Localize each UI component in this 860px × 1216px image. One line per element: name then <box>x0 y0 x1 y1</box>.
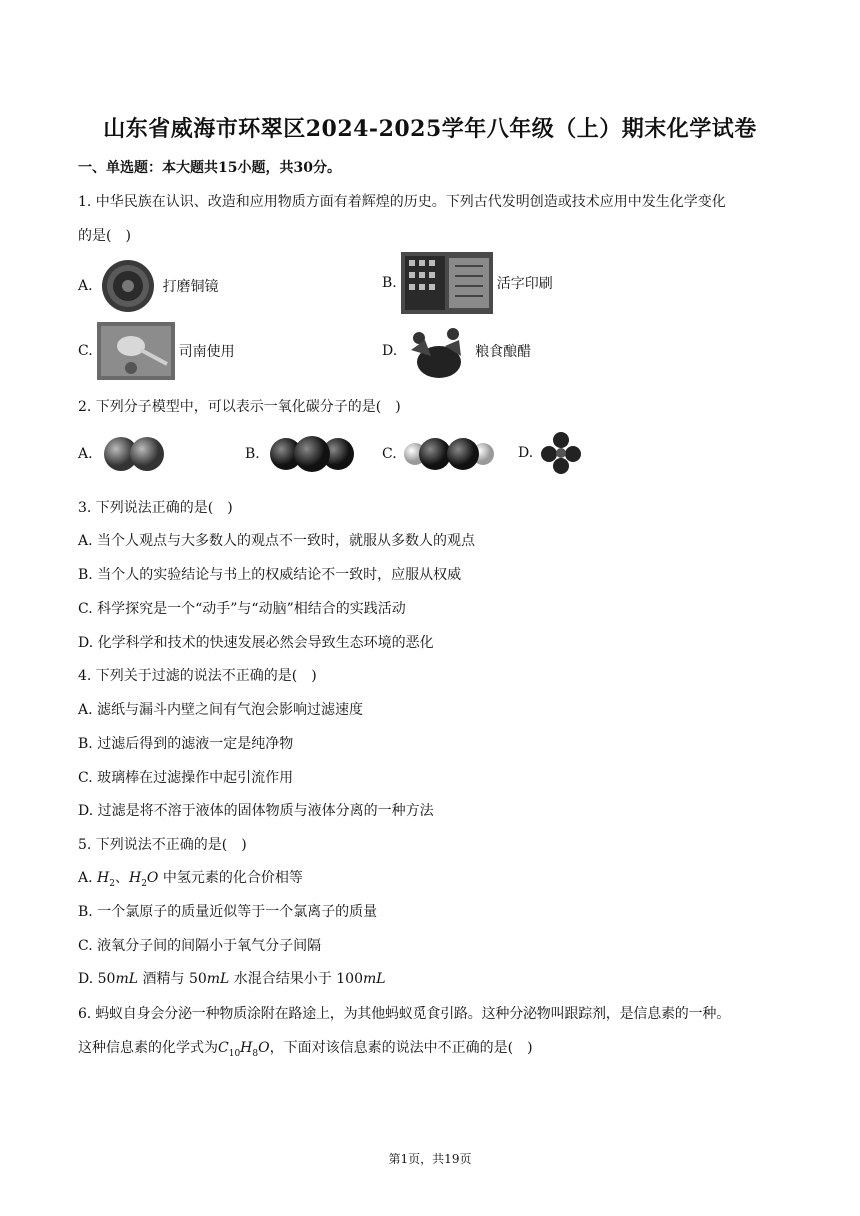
option-text: 司南使用 <box>178 344 235 360</box>
q5-option-c[interactable]: C. 液氧分子间的间隔小于氧气分子间隔 <box>78 938 322 954</box>
q3-option-a[interactable]: A. 当个人观点与大多数人的观点不一致时，就服从多数人的观点 <box>78 533 476 549</box>
compass-spoon-image <box>97 322 175 380</box>
option-letter: D. <box>382 343 398 359</box>
option-letter: C. <box>382 446 397 462</box>
q6-stem-line2: 这种信息素的化学式为$C_{10}H_8O$，下面对该信息素的说法中不正确的是( ) <box>78 1040 533 1059</box>
q5-option-b[interactable]: B. 一个氯原子的质量近似等于一个氯离子的质量 <box>78 904 378 920</box>
molecule-model-a-icon <box>97 434 173 474</box>
q2-option-a[interactable] <box>78 434 173 474</box>
q1-option-d[interactable] <box>382 322 531 380</box>
q2-option-c[interactable] <box>382 434 497 474</box>
q4-option-a[interactable]: A. 滤纸与漏斗内壁之间有气泡会影响过滤速度 <box>78 702 364 718</box>
q4-stem: 4. 下列关于过滤的说法不正确的是( ) <box>78 668 317 684</box>
q2-option-b[interactable] <box>245 434 360 474</box>
exam-title: 山东省威海市环翠区2024-2025学年八年级（上）期末化学试卷 <box>103 116 757 142</box>
q3-option-c[interactable]: C. 科学探究是一个“动手”与“动脑”相结合的实践活动 <box>78 601 406 617</box>
option-letter: B. <box>382 275 397 291</box>
q5-option-d[interactable]: D. 50mL 酒精与 50mL 水混合结果小于 100mL <box>78 971 386 987</box>
q1-option-b[interactable] <box>382 252 553 314</box>
q3-option-b[interactable]: B. 当个人的实验结论与书上的权威结论不一致时，应服从权威 <box>78 567 462 583</box>
q1-stem-line2: 的是( ) <box>78 228 131 244</box>
q3-stem: 3. 下列说法正确的是( ) <box>78 500 233 516</box>
q1-option-c[interactable] <box>78 322 235 380</box>
option-letter: B. <box>245 446 260 462</box>
q2-option-d[interactable] <box>518 430 585 476</box>
q6-stem-line1: 6. 蚂蚁自身会分泌一种物质涂附在路途上，为其他蚂蚁觅食引路。这种分泌物叫跟踪剂，是信息素的一种。 <box>78 1006 731 1022</box>
q2-stem: 2. 下列分子模型中，可以表示一氧化碳分子的是( ) <box>78 399 401 415</box>
option-letter: A. <box>78 446 93 462</box>
bronze-mirror-image <box>97 258 159 314</box>
q5-option-a[interactable]: A. $H_2$、$H_2O$ 中氢元素的化合价相等 <box>78 870 303 889</box>
option-text: 粮食酿醋 <box>475 344 532 360</box>
section-heading: 一、单选题：本大题共15小题，共30分。 <box>78 160 341 176</box>
option-letter: A. <box>78 278 93 294</box>
q4-option-d[interactable]: D. 过滤是将不溶于液体的固体物质与液体分离的一种方法 <box>78 803 434 819</box>
q4-option-c[interactable]: C. 玻璃棒在过滤操作中起引流作用 <box>78 770 294 786</box>
molecule-model-b-icon <box>264 434 360 474</box>
molecule-model-c-icon <box>401 434 497 474</box>
q3-option-d[interactable]: D. 化学科学和技术的快速发展必然会导致生态环境的恶化 <box>78 635 434 651</box>
q5-stem: 5. 下列说法不正确的是( ) <box>78 837 247 853</box>
vinegar-brewing-image <box>401 322 471 380</box>
option-letter: D. <box>518 445 534 461</box>
q4-option-b[interactable]: B. 过滤后得到的滤液一定是纯净物 <box>78 736 294 752</box>
option-text: 活字印刷 <box>496 276 553 292</box>
movable-type-image <box>401 252 493 314</box>
option-text: 打磨铜镜 <box>162 279 219 295</box>
q1-option-a[interactable] <box>78 258 219 314</box>
option-letter: C. <box>78 343 93 359</box>
page-footer: 第1页，共19页 <box>388 1152 472 1166</box>
molecule-model-d-icon <box>537 430 585 476</box>
q1-stem-line1: 1. 中华民族在认识、改造和应用物质方面有着辉煌的历史。下列古代发明创造或技术应用中发生化学变化 <box>78 194 726 210</box>
